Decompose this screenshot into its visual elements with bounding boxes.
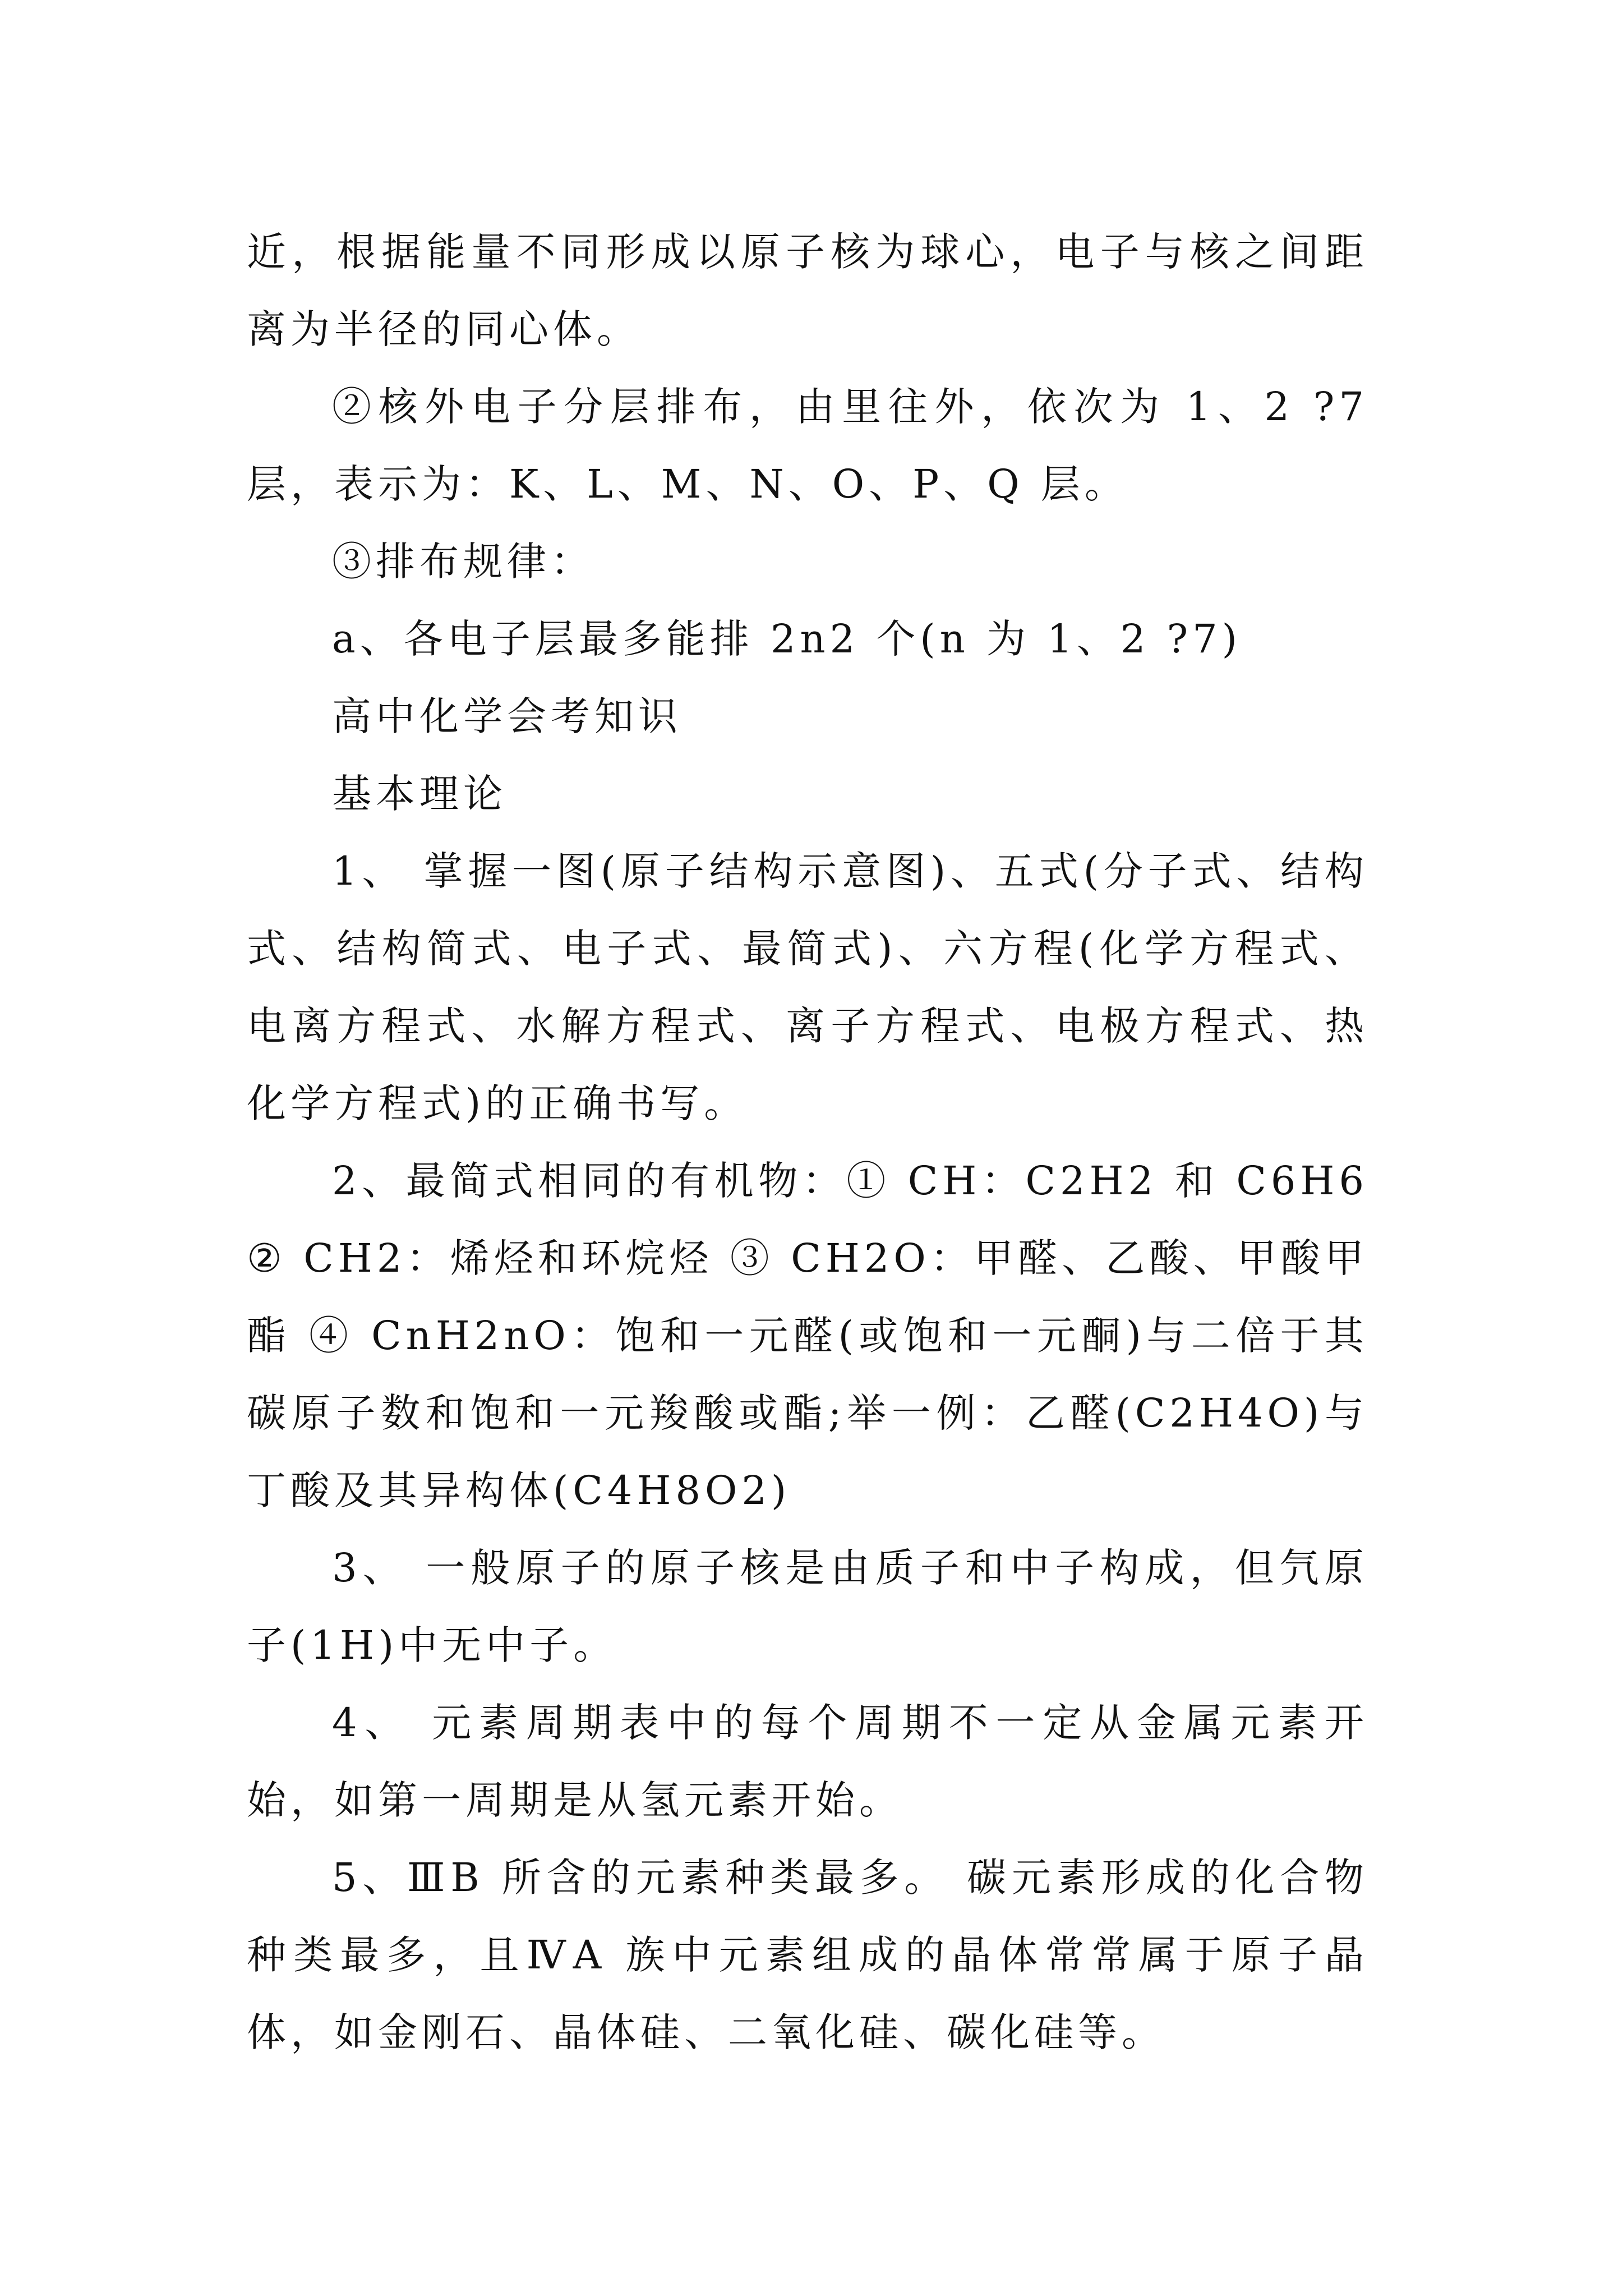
section-heading: 高中化学会考知识: [332, 693, 682, 739]
paragraph-item-5: 5、ⅢB 所含的元素种类最多。 碳元素形成的化合物种类最多，且ⅣA 族中元素组成的晶体常常属于原子晶体，如金刚石、晶体硅、二氧化硅、碳化硅等。: [247, 1855, 1368, 2055]
paragraph-item-4: 4、 元素周期表中的每个周期不一定从金属元素开始，如第一周期是从氢元素开始。: [247, 1700, 1368, 1823]
document-body: [247, 213, 1368, 2071]
paragraph-rule-a: a、各电子层最多能排 2n2 个(n 为 1、2 ?7): [332, 616, 1242, 662]
paragraph-arrangement-rules: ③排布规律：: [332, 539, 594, 585]
subsection-heading: 基本理论: [332, 771, 507, 817]
paragraph-item-1: 1、 掌握一图(原子结构示意图)、五式(分子式、结构式、结构简式、电子式、最简式)、六方程(化学方程式、电离方程式、水解方程式、离子方程式、电极方程式、热化学方程式)的正确书写。: [247, 848, 1368, 1126]
paragraph-item-2: 2、最简式相同的有机物：① CH：C2H2 和 C6H6② CH2：烯烃和环烷烃 ③ CH2O：甲醛、乙酸、甲酸甲酯 ④ CnH2nO：饱和一元醛(或饱和一元酮)与二倍于其碳原子数和饱和一元羧酸或酯;举一例：乙醛(C2H4O)与丁酸及其异构体(C4H8O2): [247, 1158, 1368, 1513]
paragraph-atom-shells-intro: 近，根据能量不同形成以原子核为球心，电子与核之间距离为半径的同心体。: [247, 229, 1368, 352]
paragraph-electron-layers: ②核外电子分层排布，由里往外，依次为 1、2 ?7 层，表示为：K、L、M、N、O、P、Q 层。: [247, 384, 1368, 507]
paragraph-item-3: 3、 一般原子的原子核是由质子和中子构成，但氕原子(1H)中无中子。: [247, 1545, 1368, 1668]
